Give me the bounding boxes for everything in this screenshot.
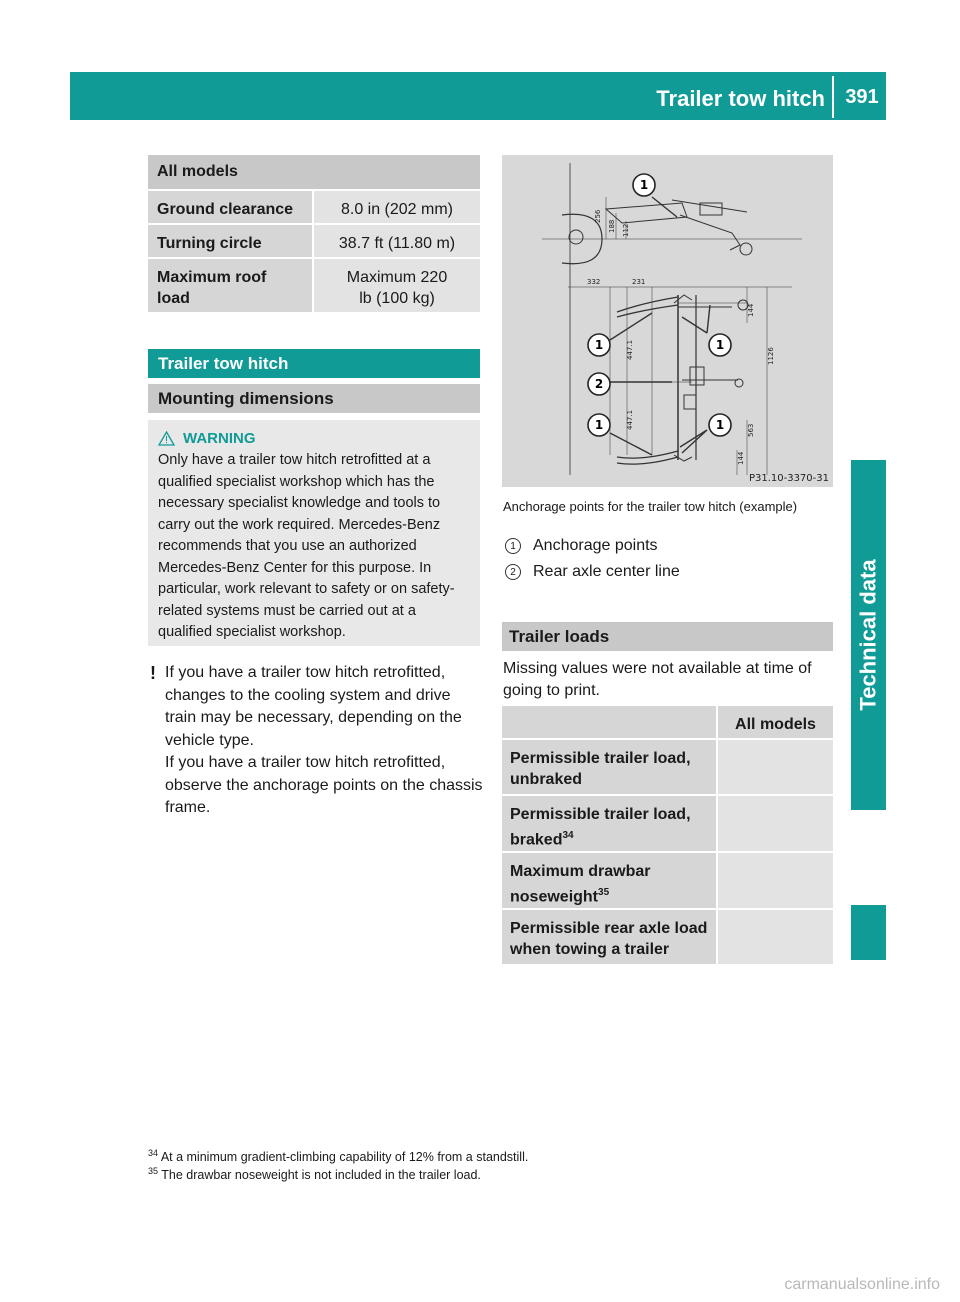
load-label xyxy=(502,853,716,908)
load-label: Permissible trailer load, unbraked xyxy=(502,740,716,794)
figure-reference-code: P31.10-3370-31 xyxy=(748,473,829,484)
side-tab-text xyxy=(851,460,886,810)
legend-number-icon: 2 xyxy=(505,564,521,580)
table-row xyxy=(502,796,833,851)
dimension-label: 447.1 xyxy=(626,409,634,430)
warning-text: Only have a trailer tow hitch retrofitted at a qualified specialist workshop which has the necessary specialist knowledge and tools to carry out the work required. Mercedes-Benz recommends that you use an authorized Mercedes-Benz Center for this purpose. In particular, work relevant to safety or on safety-related systems must be carried out at a qualified specialist workshop. xyxy=(158,452,455,640)
side-tab-label: Technical data xyxy=(855,559,881,711)
dimension-label: 144 xyxy=(747,303,755,317)
table-row xyxy=(148,225,480,257)
table-row xyxy=(148,259,480,312)
watermark: carmanualsonline.info xyxy=(784,1276,940,1293)
warning-triangle-icon xyxy=(158,431,175,446)
callout-1: 1 xyxy=(594,418,604,432)
side-tab-marker xyxy=(851,905,886,960)
table-row xyxy=(502,740,833,794)
footnote xyxy=(148,1148,528,1164)
table-row xyxy=(502,853,833,908)
dimension-label: 332 xyxy=(587,278,601,286)
section-heading-mounting-dimensions: Mounting dimensions xyxy=(148,384,480,413)
dimension-label: 447.1 xyxy=(626,339,634,360)
table-row xyxy=(502,910,833,964)
footnote-number: 35 xyxy=(148,1166,159,1176)
warning-title-text: WARNING xyxy=(183,429,256,447)
footnote-text: The drawbar noseweight is not included in the trailer load. xyxy=(161,1168,481,1183)
spec-value: 8.0 in (202 mm) xyxy=(314,191,480,223)
page-title: Trailer tow hitch xyxy=(656,86,825,111)
footnote-ref: 35 xyxy=(598,887,610,898)
section-heading-trailer-tow-hitch: Trailer tow hitch xyxy=(148,349,480,378)
load-label-text: Permissible trailer load, braked xyxy=(510,806,691,849)
load-label: Permissible rear axle load when towing a trailer xyxy=(502,910,716,964)
anchorage-diagram-drawing xyxy=(502,155,833,487)
footnote-ref: 34 xyxy=(562,830,574,841)
list-item xyxy=(503,563,833,581)
load-value xyxy=(718,853,833,908)
spec-table-header: All models xyxy=(148,155,480,189)
trailer-loads-intro: Missing values were not available at time of going to print. xyxy=(503,660,812,699)
spec-value: 38.7 ft (11.80 m) xyxy=(314,225,480,257)
spec-label: Ground clearance xyxy=(148,191,312,223)
table-header: All models xyxy=(718,706,833,738)
section-heading-trailer-loads: Trailer loads xyxy=(502,622,833,651)
dimension-label: 563 xyxy=(747,423,755,437)
footnote-number: 34 xyxy=(148,1148,159,1158)
spec-label: Maximum roof load xyxy=(148,259,312,312)
callout-1: 1 xyxy=(715,338,725,352)
warning-title xyxy=(158,428,470,448)
dimension-label: 256 xyxy=(594,209,602,223)
callout-2: 2 xyxy=(594,377,604,391)
dimension-label: 231 xyxy=(632,278,646,286)
legend-label: Rear axle center line xyxy=(533,563,680,580)
load-label-text: Maximum drawbar noseweight xyxy=(510,863,651,906)
figure-caption: Anchorage points for the trailer tow hitch (example) xyxy=(503,499,798,514)
load-value xyxy=(718,796,833,851)
load-value xyxy=(718,740,833,794)
caution-icon: ! xyxy=(150,663,156,683)
table-row xyxy=(148,191,480,223)
note-paragraph: If you have a trailer tow hitch retrofitted, changes to the cooling system and drive train may be necessary, depending on the vehicle type. xyxy=(165,664,462,749)
callout-1: 1 xyxy=(715,418,725,432)
footnote-text: At a minimum gradient-climbing capability of 12% from a standstill. xyxy=(160,1150,529,1165)
dimension-label: 112 xyxy=(622,223,630,237)
table-header-row xyxy=(502,706,833,738)
dimension-label: 144 xyxy=(737,451,745,465)
load-label xyxy=(502,796,716,851)
load-value xyxy=(718,910,833,964)
legend-number-icon: 1 xyxy=(505,538,521,554)
legend-label: Anchorage points xyxy=(533,537,658,554)
header-divider xyxy=(832,76,834,118)
note-text xyxy=(165,662,483,820)
note-paragraph: If you have a trailer tow hitch retrofitted, observe the anchorage points on the chassis frame. xyxy=(165,754,483,816)
list-item xyxy=(503,537,833,555)
dimension-label: 1126 xyxy=(767,347,775,365)
page-number: 391 xyxy=(845,86,879,108)
spec-value: Maximum 220 lb (100 kg) xyxy=(314,259,480,312)
footnote xyxy=(148,1166,481,1182)
table-header-empty xyxy=(502,706,716,738)
callout-1: 1 xyxy=(639,178,649,192)
dimension-label: 188 xyxy=(608,219,616,233)
anchorage-diagram xyxy=(502,155,833,487)
spec-label: Turning circle xyxy=(148,225,312,257)
warning-box xyxy=(148,420,480,646)
callout-1: 1 xyxy=(594,338,604,352)
